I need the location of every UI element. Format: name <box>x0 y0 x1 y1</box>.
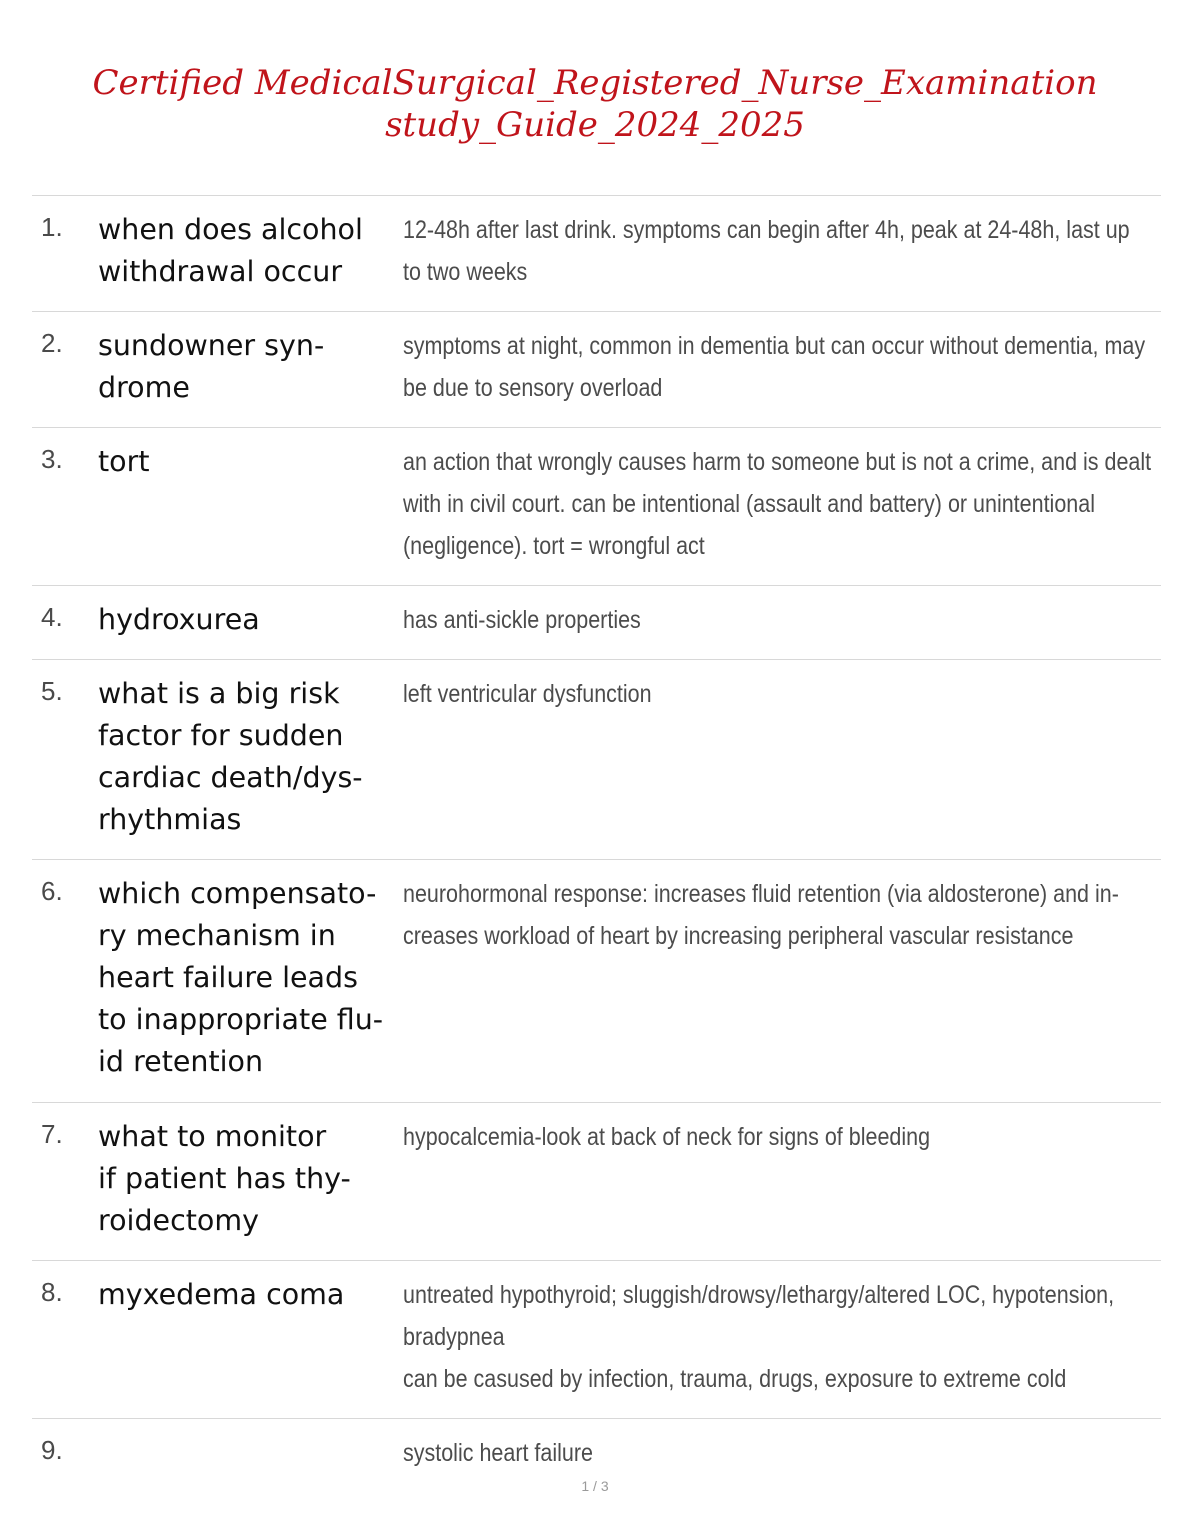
table-row <box>32 195 1161 311</box>
definition-line: symptoms at night, common in dementia but can occur without dementia, may <box>403 332 1146 360</box>
term-line: myxedema coma <box>98 1278 345 1311</box>
row-number: 6. <box>41 876 63 906</box>
title-line-1: Certified MedicalSurgical_Registered_Nurse_Examination <box>92 63 1098 103</box>
definition-line: creases workload of heart by increasing peripheral vascular resistance <box>403 922 1074 950</box>
definition-line: (negligence). tort = wrongful act <box>403 532 705 560</box>
definition-line: be due to sensory overload <box>403 374 663 402</box>
row-number: 8. <box>41 1277 63 1307</box>
term <box>98 873 408 1083</box>
term-line: when does alcohol <box>98 213 363 246</box>
term-line: what to monitor <box>98 1120 327 1153</box>
term-line: sundowner syn- <box>98 329 325 362</box>
table-row <box>32 1102 1161 1260</box>
term-line: factor for sudden <box>98 719 344 752</box>
page-indicator: 1 / 3 <box>581 1478 609 1494</box>
definition-line: with in civil court. can be intentional (assault and battery) or unintentional <box>403 490 1095 518</box>
definition <box>403 1116 1160 1158</box>
definition <box>403 599 1160 641</box>
definition-line: systolic heart failure <box>403 1439 594 1467</box>
table-row <box>32 311 1161 427</box>
document-title <box>0 62 1190 146</box>
row-number: 1. <box>41 212 63 242</box>
definition-line: hypocalcemia-look at back of neck for signs of bleeding <box>403 1123 931 1151</box>
term-line: id retention <box>98 1045 264 1078</box>
term-line: hydroxurea <box>98 603 260 636</box>
table-row <box>32 859 1161 1102</box>
definition-line: an action that wrongly causes harm to someone but is not a crime, and is dealt <box>403 448 1152 476</box>
term-line: which compensato- <box>98 877 377 910</box>
title-line-2: study_Guide_2024_2025 <box>385 105 805 145</box>
definition-line: has anti-sickle properties <box>403 606 641 634</box>
table-row <box>32 585 1161 659</box>
definition <box>403 209 1160 293</box>
definition <box>403 673 1160 715</box>
table-row <box>32 659 1161 859</box>
term <box>98 325 398 409</box>
row-number: 4. <box>41 602 63 632</box>
term-line: rhythmias <box>98 803 242 836</box>
definition-line: to two weeks <box>403 258 528 286</box>
term <box>98 673 398 841</box>
term-line: what is a big risk <box>98 677 340 710</box>
row-number: 3. <box>41 444 63 474</box>
term-line: drome <box>98 371 190 404</box>
definition-line: untreated hypothyroid; sluggish/drowsy/lethargy/altered LOC, hypotension, <box>403 1281 1115 1309</box>
term <box>98 599 398 641</box>
definition <box>403 873 1160 957</box>
term-line: heart failure leads <box>98 961 358 994</box>
definition-line: bradypnea <box>403 1323 505 1351</box>
term-line: ry mechanism in <box>98 919 336 952</box>
term-line: to inappropriate flu- <box>98 1003 384 1036</box>
term-line: if patient has thy- <box>98 1162 351 1195</box>
definition <box>403 441 1160 567</box>
definition-line: left ventricular dysfunction <box>403 680 652 708</box>
row-number: 9. <box>41 1435 63 1465</box>
row-number: 2. <box>41 328 63 358</box>
definition-line: 12-48h after last drink. symptoms can begin after 4h, peak at 24-48h, last up <box>403 216 1130 244</box>
term-line: withdrawal occur <box>98 255 343 288</box>
term-line: tort <box>98 445 150 478</box>
row-number: 5. <box>41 676 63 706</box>
definition <box>403 325 1160 409</box>
term-line: cardiac death/dys- <box>98 761 363 794</box>
term <box>98 1116 398 1242</box>
table-row <box>32 427 1161 585</box>
row-number: 7. <box>41 1119 63 1149</box>
term <box>98 441 398 483</box>
definition <box>403 1274 1160 1400</box>
term <box>98 209 398 293</box>
definition <box>403 1432 1160 1474</box>
term-line: roidectomy <box>98 1204 259 1237</box>
table-row <box>32 1260 1161 1418</box>
definition-line: neurohormonal response: increases fluid retention (via aldosterone) and in- <box>403 880 1119 908</box>
definition-line: can be casused by infection, trauma, drugs, exposure to extreme cold <box>403 1365 1067 1393</box>
term <box>98 1274 398 1316</box>
flashcard-table <box>32 195 1161 1489</box>
